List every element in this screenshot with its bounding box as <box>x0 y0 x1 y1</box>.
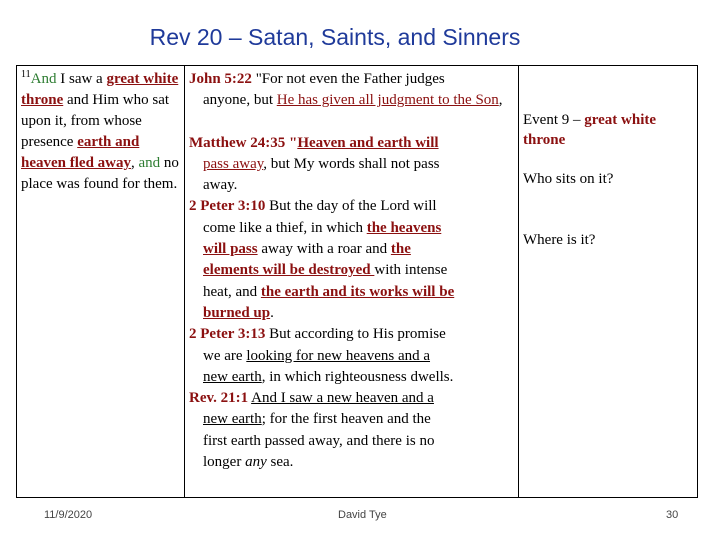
verse-text: and Him who sat upon it, from whose presence <box>21 92 170 150</box>
content-table <box>16 65 698 498</box>
emphasis-text: the <box>390 241 411 258</box>
verse-text: no place was found for them. <box>21 155 179 192</box>
scripture-cell <box>17 66 185 498</box>
cross-reference-cell <box>185 66 519 498</box>
question-where: Where is it? <box>523 232 596 248</box>
event-title: great white throne <box>523 112 657 148</box>
emphasis-text: new earth <box>203 411 262 428</box>
reference-label: John 5:22 <box>189 71 252 87</box>
reference-text: longer <box>203 454 246 471</box>
event-label: Event 9 – <box>523 112 585 128</box>
and-word: and <box>138 155 161 171</box>
verse-text: I saw a <box>56 71 107 87</box>
emphasis-text: the heavens <box>366 219 442 236</box>
peter-3-10-reference <box>189 196 515 324</box>
question-who: Who sits on it? <box>523 171 614 187</box>
earth-heaven-phrase: earth and heaven fled away <box>21 134 140 171</box>
emphasis-text: looking for new heavens and a <box>246 347 431 364</box>
great-white-throne-phrase: great white throne <box>21 71 179 108</box>
footer-date: 11/9/2020 <box>44 509 93 521</box>
event-heading <box>523 110 694 150</box>
emphasis-text: And I saw a new heaven and a <box>251 390 434 407</box>
and-word: And <box>30 71 57 87</box>
reference-label: Rev. 21:1 <box>189 390 249 407</box>
reference-text: we are <box>203 347 247 364</box>
table-row <box>17 66 698 498</box>
emphasis-text: Heaven and earth will <box>297 134 439 151</box>
revelation-21-1-reference <box>189 388 515 473</box>
notes-cell <box>519 66 698 498</box>
matthew-reference <box>189 133 515 197</box>
reference-label: 2 Peter 3:13 <box>189 326 266 343</box>
reference-text: , in which righteousness dwells. <box>261 368 454 385</box>
john-reference <box>189 69 515 112</box>
reference-label: 2 Peter 3:10 <box>189 198 266 215</box>
reference-text: with intense <box>374 262 448 279</box>
reference-text: . <box>270 304 274 321</box>
reference-text: sea. <box>266 454 294 471</box>
reference-text: first earth passed away, and there is no <box>203 432 435 449</box>
emphasis-text: will pass <box>203 241 258 258</box>
reference-text: heat, and <box>203 283 261 300</box>
reference-text: come like a thief, in which <box>203 219 367 236</box>
emphasis-text: the earth and its works will be <box>260 283 455 300</box>
emphasis-text: new earth <box>203 368 262 385</box>
reference-text: ; for the first heaven and the <box>261 411 431 428</box>
reference-text: But the day of the Lord will <box>265 198 437 215</box>
peter-3-13-reference <box>189 324 515 388</box>
emphasis-text: elements will be destroyed <box>203 262 375 279</box>
reference-text: anyone, but <box>203 92 277 109</box>
footer-author: David Tye <box>338 509 387 521</box>
emphasis-text: He has given all judgment to the Son <box>276 92 499 109</box>
footer-page-number: 30 <box>666 509 679 521</box>
reference-text: , <box>498 92 503 109</box>
emphasis-text: burned up <box>203 304 271 321</box>
italic-text: any <box>245 454 267 471</box>
verse-number: 11 <box>21 69 31 80</box>
reference-text: But according to His promise <box>265 326 446 343</box>
slide-title: Rev 20 – Satan, Saints, and Sinners <box>149 24 521 50</box>
emphasis-text: pass away <box>203 155 264 172</box>
reference-label: Matthew 24:35 " <box>189 134 298 151</box>
reference-text: "For not even the Father judges <box>251 71 445 87</box>
reference-text: away with a roar and <box>257 241 391 258</box>
reference-text: , but My words shall not pass <box>263 155 440 172</box>
verse-text: , <box>131 155 139 171</box>
reference-text: away. <box>203 177 238 194</box>
